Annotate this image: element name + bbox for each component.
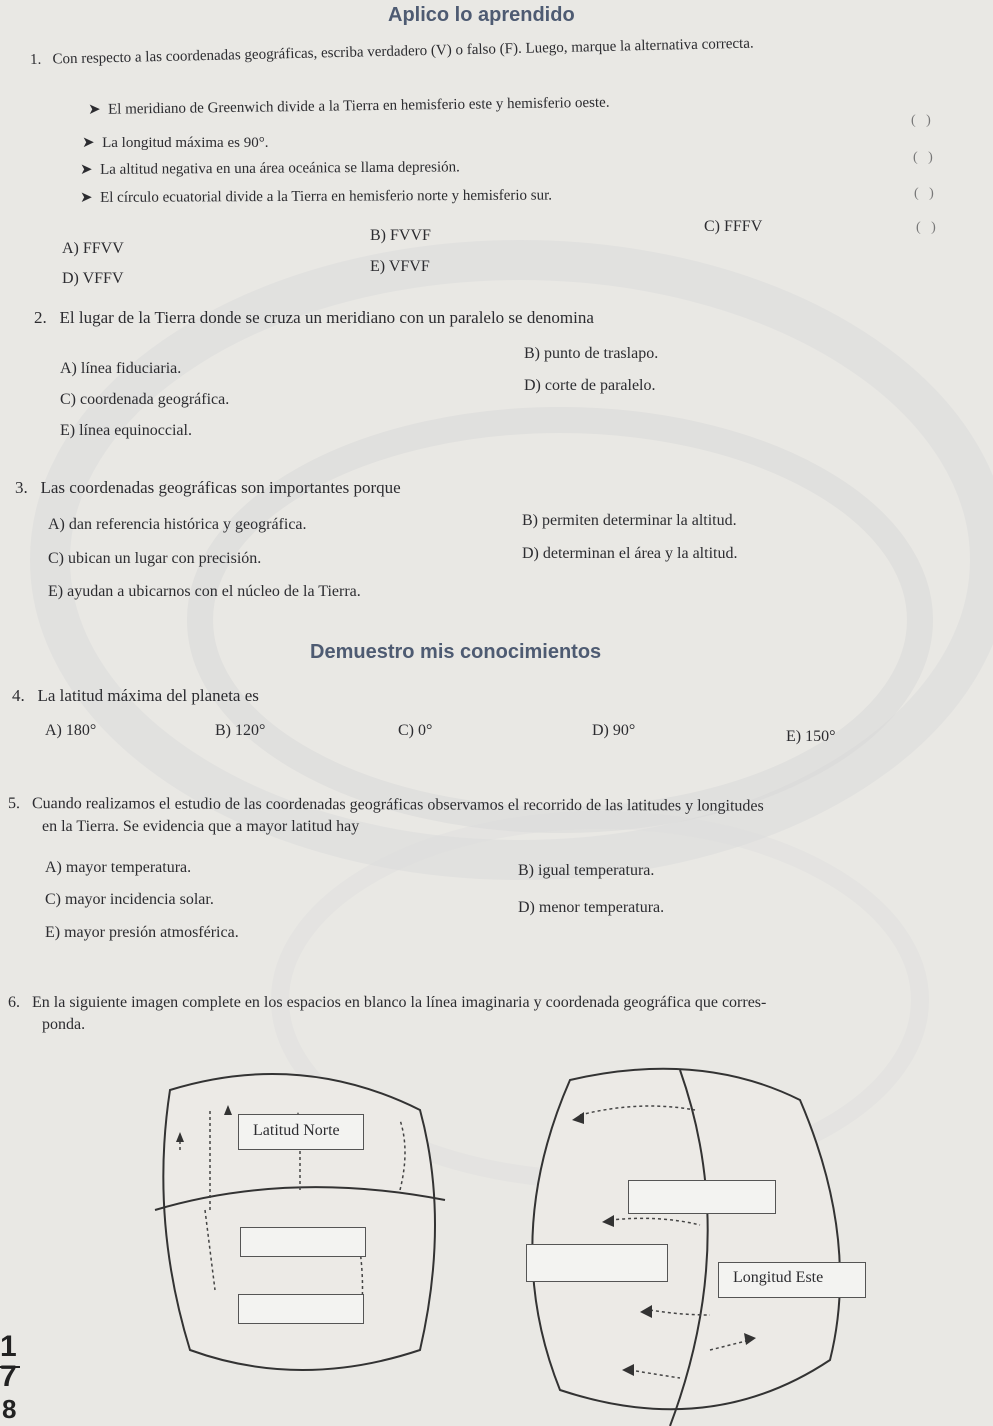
q3-option-a[interactable]: A) dan referencia histórica y geográfica.: [48, 516, 307, 533]
question-5-text-line1: Cuando realizamos el estudio de las coordenadas geográficas observamos el recorrido de las latitudes y longitudes: [31, 795, 764, 815]
answer-blank-1[interactable]: ( ): [911, 113, 931, 128]
q2-option-c[interactable]: C) coordenada geográfica.: [60, 391, 230, 408]
q3-option-c[interactable]: C) ubican un lugar con precisión.: [48, 550, 262, 567]
q4-option-e[interactable]: E) 150°: [786, 728, 836, 745]
question-2: [34, 308, 594, 328]
answer-blank-4[interactable]: ( ): [916, 220, 936, 235]
blank-box-right-2[interactable]: [526, 1244, 668, 1282]
globe-latitude-diagram: [150, 1050, 450, 1390]
statement-1-text: El meridiano de Greenwich divide a la Tierra en hemisferio este y hemisferio oeste.: [107, 94, 610, 118]
statement-2: [82, 133, 268, 152]
question-6-text-line2: ponda.: [42, 1016, 86, 1033]
statement-2-text: La longitud máxima es 90°.: [102, 135, 269, 151]
q4-option-c[interactable]: C) 0°: [398, 722, 433, 739]
page-number-digit-3: 8: [2, 1394, 17, 1424]
q2-option-e[interactable]: E) línea equinoccial.: [60, 422, 192, 439]
q2-option-a[interactable]: A) línea fiduciaria.: [60, 360, 182, 377]
question-1-text: Con respecto a las coordenadas geográficas, escriba verdadero (V) o falso (F). Luego, marque la alternativa correcta.: [52, 35, 754, 68]
q3-option-e[interactable]: E) ayudan a ubicarnos con el núcleo de la Tierra.: [48, 583, 361, 600]
q1-option-b[interactable]: B) FVVF: [370, 227, 431, 244]
question-5: [8, 795, 764, 816]
question-5-number: 5.: [7, 795, 21, 813]
blank-box-left-1[interactable]: [240, 1227, 366, 1257]
label-latitud-norte-box: [238, 1114, 364, 1150]
question-3: [15, 478, 401, 498]
blank-box-right-1[interactable]: [628, 1180, 776, 1214]
statement-3-text: La altitud negativa en una área oceánica se llama depresión.: [100, 159, 460, 178]
question-3-number: 3.: [15, 478, 28, 497]
question-4: [12, 686, 259, 706]
question-3-text: Las coordenadas geográficas son importantes porque: [40, 478, 401, 497]
label-longitud-este-box: [718, 1262, 866, 1298]
q4-option-d[interactable]: D) 90°: [592, 722, 636, 739]
statement-4-text: El círculo ecuatorial divide a la Tierra en hemisferio norte y hemisferio sur.: [100, 187, 553, 206]
answer-blank-3[interactable]: ( ): [914, 186, 934, 201]
statement-4: [80, 186, 552, 207]
question-2-text: El lugar de la Tierra donde se cruza un meridiano con un paralelo se denomina: [59, 308, 594, 327]
question-6-number: 6.: [8, 994, 20, 1011]
q5-option-c[interactable]: C) mayor incidencia solar.: [45, 891, 214, 908]
q2-option-d[interactable]: D) corte de paralelo.: [524, 377, 656, 394]
q3-option-d[interactable]: D) determinan el área y la altitud.: [522, 545, 738, 562]
q2-option-b[interactable]: B) punto de traslapo.: [524, 345, 659, 362]
question-6-text-line1: En la siguiente imagen complete en los espacios en blanco la línea imaginaria y coordenada geográfica que corres-: [32, 994, 767, 1011]
label-latitud-norte: Latitud Norte: [253, 1122, 340, 1139]
q3-option-b[interactable]: B) permiten determinar la altitud.: [522, 512, 737, 529]
question-2-number: 2.: [34, 308, 47, 327]
q5-option-e[interactable]: E) mayor presión atmosférica.: [45, 924, 239, 941]
q5-option-b[interactable]: B) igual temperatura.: [518, 862, 655, 879]
question-5-text-line2: en la Tierra. Se evidencia que a mayor latitud hay: [42, 818, 360, 835]
q4-option-a[interactable]: A) 180°: [45, 722, 97, 739]
q1-option-e[interactable]: E) VFVF: [370, 258, 430, 275]
answer-blank-2[interactable]: ( ): [913, 150, 933, 165]
bullet-icon: ➤: [79, 161, 93, 178]
q4-option-b[interactable]: B) 120°: [215, 722, 266, 739]
blank-box-left-2[interactable]: [238, 1294, 364, 1324]
statement-3: [80, 157, 460, 179]
page-number-digit-2: 7: [0, 1360, 17, 1393]
question-4-text: La latitud máxima del planeta es: [37, 686, 259, 705]
question-1-number: 1.: [29, 51, 42, 68]
question-4-number: 4.: [12, 686, 25, 705]
section-title-aplico: Aplico lo aprendido: [388, 4, 575, 26]
bullet-icon: ➤: [82, 135, 95, 151]
q1-option-c[interactable]: C) FFFV: [704, 218, 763, 235]
q1-option-a[interactable]: A) FFVV: [62, 240, 124, 257]
q5-option-d[interactable]: D) menor temperatura.: [518, 899, 665, 916]
page-number-digit-1: 1: [0, 1330, 17, 1363]
question-6: [8, 994, 766, 1012]
q1-option-d[interactable]: D) VFFV: [62, 270, 124, 287]
bullet-icon: ➤: [79, 189, 93, 206]
label-longitud-este: Longitud Este: [733, 1269, 824, 1286]
section-title-demuestro: Demuestro mis conocimientos: [310, 641, 602, 663]
bullet-icon: ➤: [87, 101, 101, 118]
q5-option-a[interactable]: A) mayor temperatura.: [45, 859, 192, 876]
globe-longitude-diagram: [500, 1060, 860, 1426]
